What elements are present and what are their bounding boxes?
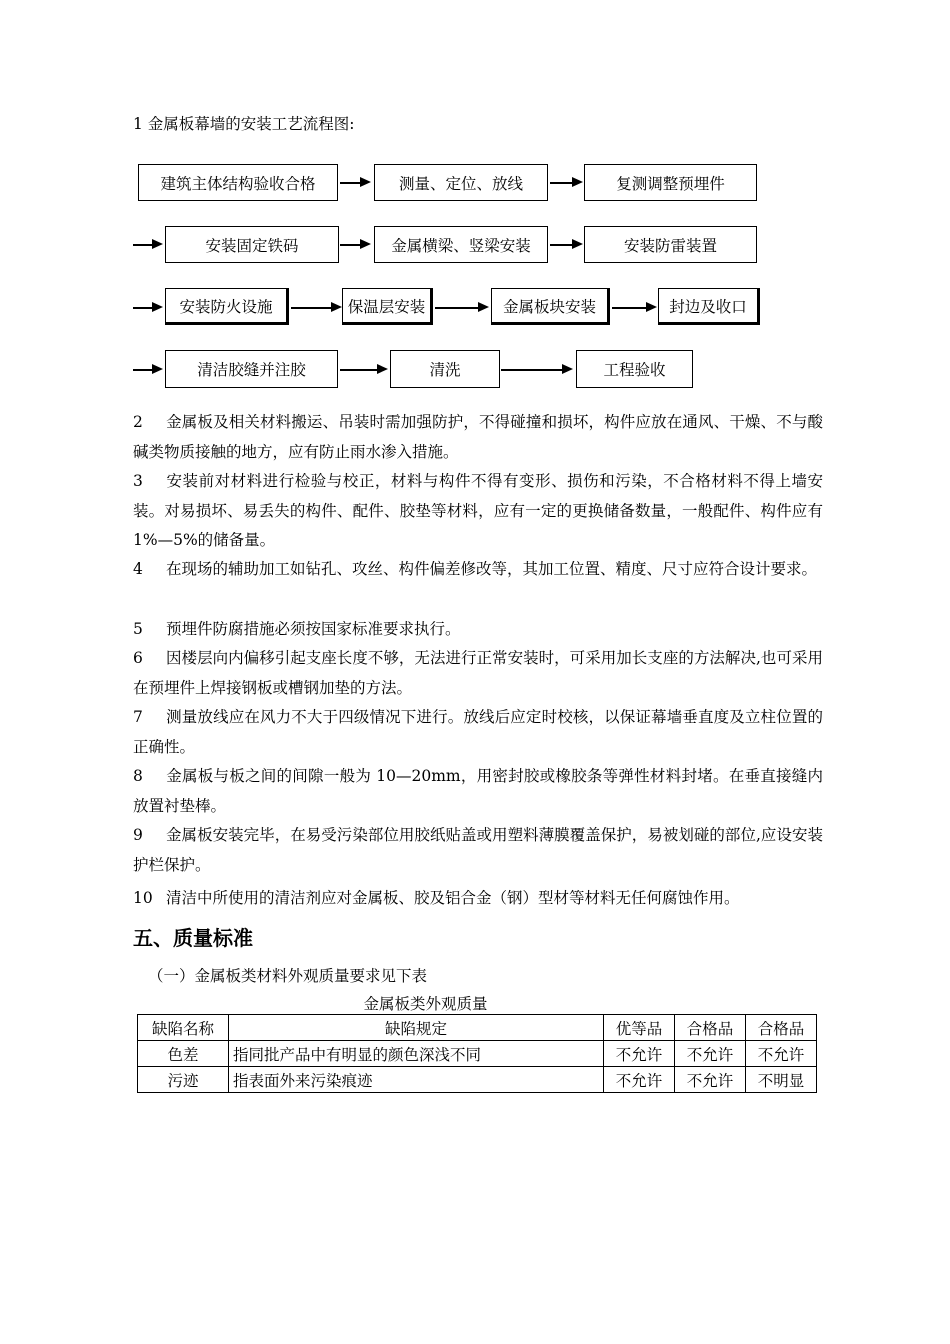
table-row xyxy=(138,1041,817,1067)
item-8: 8 金属板与板之间的间隙一般为 10—20mm，用密封胶或橡胶条等弹性材料封堵。在垂直接缝内放置衬垫棒。 xyxy=(133,767,823,815)
table-cell: 不允许 xyxy=(675,1067,746,1093)
arrow-head-icon xyxy=(572,177,583,187)
header-cell: 优等品 xyxy=(604,1015,675,1041)
table-header-row xyxy=(138,1015,817,1041)
flow-step-sealant: 清洁胶缝并注胶 xyxy=(165,350,338,388)
flow-step-final-acceptance: 工程验收 xyxy=(576,350,693,388)
flow-step-recheck: 复测调整预埋件 xyxy=(584,164,757,201)
header-cell: 缺陷名称 xyxy=(138,1015,229,1041)
header-cell: 合格品 xyxy=(746,1015,817,1041)
item-6: 6 因楼层向内偏移引起支座长度不够，无法进行正常安装时，可采用加长支座的方法解决,也可采用在预埋件上焊接钢板或槽钢加垫的方法。 xyxy=(133,649,823,697)
header-cell: 合格品 xyxy=(675,1015,746,1041)
section-heading: 五、质量标准 xyxy=(133,926,253,950)
arrow-head-icon xyxy=(478,302,489,312)
table-caption: 金属板类外观质量 xyxy=(363,995,488,1013)
flow-step-iron-brackets: 安装固定铁码 xyxy=(165,226,339,263)
sub-heading: （一）金属板类材料外观质量要求见下表 xyxy=(148,967,428,985)
arrow-head-icon xyxy=(152,302,163,312)
flow-arrow xyxy=(340,182,362,184)
item-10: 10 清洁中所使用的清洁剂应对金属板、胶及铝合金（钢）型材等材料无任何腐蚀作用。 xyxy=(133,889,740,907)
table-row xyxy=(138,1067,817,1093)
arrow-head-icon xyxy=(152,364,163,374)
flow-step-lightning: 安装防雷装置 xyxy=(584,226,757,263)
header-cell: 缺陷规定 xyxy=(229,1015,604,1041)
table-cell: 不允许 xyxy=(604,1067,675,1093)
item-9: 9 金属板安装完毕，在易受污染部位用胶纸贴盖或用塑料薄膜覆盖保护，易被划碰的部位,应设安装护栏保护。 xyxy=(133,826,823,874)
table-cell: 指同批产品中有明显的颜色深浅不同 xyxy=(229,1041,604,1067)
table-cell: 污迹 xyxy=(138,1067,229,1093)
table-cell: 不明显 xyxy=(746,1067,817,1093)
quality-table xyxy=(137,1014,817,1093)
intro-line: 1 金属板幕墙的安装工艺流程图: xyxy=(133,115,355,133)
flow-arrow xyxy=(133,307,153,309)
flow-arrow xyxy=(133,369,153,371)
flow-arrow xyxy=(550,182,572,184)
flow-step-panels: 金属板块安装 xyxy=(491,288,610,325)
table-cell: 不允许 xyxy=(675,1041,746,1067)
item-4: 4 在现场的辅助加工如钻孔、攻丝、构件偏差修改等，其加工位置、精度、尺寸应符合设计要求。 xyxy=(133,560,818,578)
arrow-head-icon xyxy=(360,239,371,249)
arrow-head-icon xyxy=(331,302,342,312)
arrow-head-icon xyxy=(562,364,573,374)
item-5: 5 预埋件防腐措施必须按国家标准要求执行。 xyxy=(133,620,461,638)
item-3: 3 安装前对材料进行检验与校正，材料与构件不得有变形、损伤和污染，不合格材料不得上墙安装。对易损坏、易丢失的构件、配件、胶垫等材料，应有一定的更换储备数量，一般配件、构件应有 1%—5%的储备量。 xyxy=(133,472,823,549)
flow-arrow xyxy=(612,307,647,309)
table-cell: 色差 xyxy=(138,1041,229,1067)
arrow-head-icon xyxy=(646,302,657,312)
flow-step-cleaning: 清洗 xyxy=(390,350,500,388)
flow-arrow xyxy=(340,369,378,371)
table-cell: 指表面外来污染痕迹 xyxy=(229,1067,604,1093)
flow-step-acceptance: 建筑主体结构验收合格 xyxy=(138,164,338,201)
flow-arrow xyxy=(340,244,362,246)
flow-arrow xyxy=(501,369,563,371)
flow-step-beams: 金属横梁、竖梁安装 xyxy=(374,226,548,263)
item-2: 2 金属板及相关材料搬运、吊装时需加强防护，不得碰撞和损坏，构件应放在通风、干燥、不与酸碱类物质接触的地方，应有防止雨水渗入措施。 xyxy=(133,413,823,461)
flow-arrow xyxy=(291,307,333,309)
table-cell: 不允许 xyxy=(746,1041,817,1067)
table-cell: 不允许 xyxy=(604,1041,675,1067)
flow-step-survey: 测量、定位、放线 xyxy=(374,164,548,201)
flow-arrow xyxy=(550,244,572,246)
flow-step-fireproof: 安装防火设施 xyxy=(165,288,289,325)
flow-step-edge-sealing: 封边及收口 xyxy=(658,288,760,325)
arrow-head-icon xyxy=(152,239,163,249)
item-7: 7 测量放线应在风力不大于四级情况下进行。放线后应定时校核，以保证幕墙垂直度及立柱位置的正确性。 xyxy=(133,708,823,756)
arrow-head-icon xyxy=(377,364,388,374)
flow-arrow xyxy=(435,307,480,309)
arrow-head-icon xyxy=(572,239,583,249)
flow-step-insulation: 保温层安装 xyxy=(342,288,433,325)
flow-arrow xyxy=(133,244,153,246)
arrow-head-icon xyxy=(360,177,371,187)
